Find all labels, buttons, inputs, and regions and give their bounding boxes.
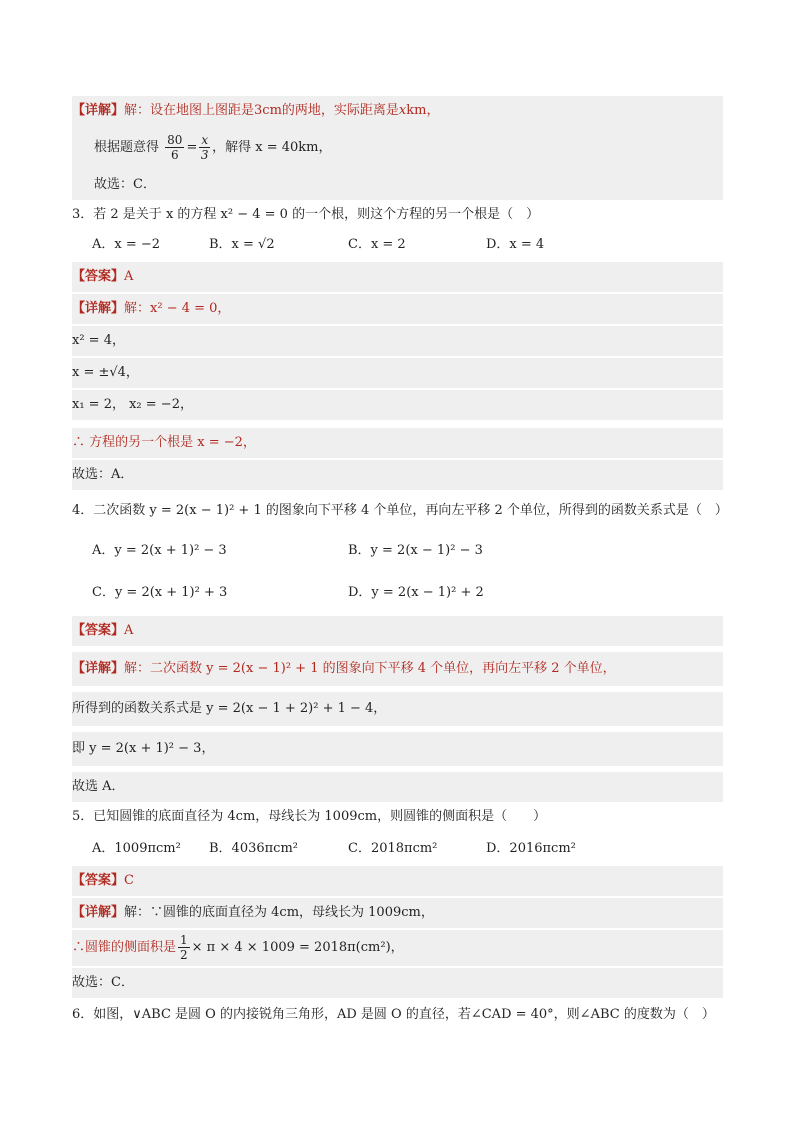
q4-option-d[interactable]: D．y = 2(x − 1)² + 2 <box>348 585 484 600</box>
choice-text: 故选：C． <box>94 177 156 192</box>
q3-option-c[interactable]: C．x = 2 <box>348 237 406 252</box>
question-4-options-row1 <box>92 536 712 566</box>
q3-option-d[interactable]: D．x = 4 <box>486 237 545 252</box>
fraction-x-3: $\frac{x}{3}$ <box>200 133 209 162</box>
detail-var: x <box>398 103 407 118</box>
detail-line <box>72 96 723 126</box>
q3-step: x² = 4， <box>72 326 723 356</box>
question-4-stem: 4．二次函数 y = 2(x − 1)² + 1 的图象向下平移 4 个单位，再向左平移 2 个单位，所得到的函数关系式是（ ） <box>72 503 728 518</box>
q5-step: ∴圆锥的侧面积是 $\frac{1}{2}$ × π × 4 × 1009 = 2018π(cm²)， <box>72 930 723 966</box>
equation-tail: ，解得 x = 40km， <box>212 140 332 155</box>
q3-answer-value: A <box>124 269 134 284</box>
question-5-stem: 5．已知圆锥的底面直径为 4cm，母线长为 1009cm，则圆锥的侧面积是（ ） <box>72 809 547 824</box>
q5-option-a[interactable]: A．1009πcm² <box>92 841 181 856</box>
q3-detail: 【详解】解：x² − 4 = 0， <box>72 294 723 324</box>
question-3-options <box>92 230 712 260</box>
fraction-1-2: $\frac{1}{2}$ <box>180 933 188 962</box>
q4-option-c[interactable]: C．y = 2(x + 1)² + 3 <box>92 585 228 600</box>
q5-option-b[interactable]: B．4036πcm² <box>209 841 299 856</box>
q5-option-c[interactable]: C．2018πcm² <box>348 841 438 856</box>
q4-step: 所得到的函数关系式是 y = 2(x − 1 + 2)² + 1 − 4， <box>72 692 723 726</box>
q3-step: x₁ = 2， x₂ = −2， <box>72 390 723 420</box>
question-5-options <box>92 834 712 864</box>
q5-answer: 【答案】C <box>72 866 723 896</box>
question-3-stem: 3．若 2 是关于 x 的方程 x² − 4 = 0 的一个根，则这个方程的另一个根是（ ） <box>72 207 540 222</box>
choice-line <box>72 170 723 200</box>
fraction-80-6: $\frac{80}{6}$ <box>167 133 183 162</box>
q3-step: ∴ 方程的另一个根是 x = −2， <box>72 428 723 458</box>
equation-lead: 根据题意得 <box>94 140 160 155</box>
q5-choice: 故选：C． <box>72 968 723 998</box>
q5-detail: 【详解】解：∵圆锥的底面直径为 4cm，母线长为 1009cm， <box>72 898 723 928</box>
q3-step: x = ±√4， <box>72 358 723 388</box>
q5-option-d[interactable]: D．2016πcm² <box>486 841 576 856</box>
q3-choice: 故选：A． <box>72 460 723 490</box>
equation-line: 根据题意得 $\frac{80}{6}$ = $\frac{x}{3}$ ，解得 x = 40km， <box>72 126 723 170</box>
q4-option-b[interactable]: B．y = 2(x − 1)² − 3 <box>348 543 483 558</box>
q4-step: 即 y = 2(x + 1)² − 3， <box>72 732 723 766</box>
q4-option-a[interactable]: A．y = 2(x + 1)² − 3 <box>92 543 227 558</box>
q3-option-a[interactable]: A．x = −2 <box>92 237 161 252</box>
detail-text: 解：设在地图上图距是3cm的两地，实际距离是 <box>124 103 399 118</box>
q4-choice: 故选 A． <box>72 772 723 802</box>
question-6-stem: 6．如图，∨ABC 是圆 O 的内接锐角三角形，AD 是圆 O 的直径，若∠CAD = 40°，则∠ABC 的度数为（ ） <box>72 1007 715 1022</box>
q4-detail: 【详解】解：二次函数 y = 2(x − 1)² + 1 的图象向下平移 4 个单位，再向左平移 2 个单位， <box>72 652 723 686</box>
detail-tag: 【详解】 <box>72 103 125 118</box>
detail-unit: km， <box>406 103 440 118</box>
question-4-options-row2 <box>92 578 712 608</box>
q3-option-b[interactable]: B．x = √2 <box>209 237 275 252</box>
q3-answer: 【答案】A <box>72 262 723 292</box>
q4-answer: 【答案】A <box>72 616 723 646</box>
